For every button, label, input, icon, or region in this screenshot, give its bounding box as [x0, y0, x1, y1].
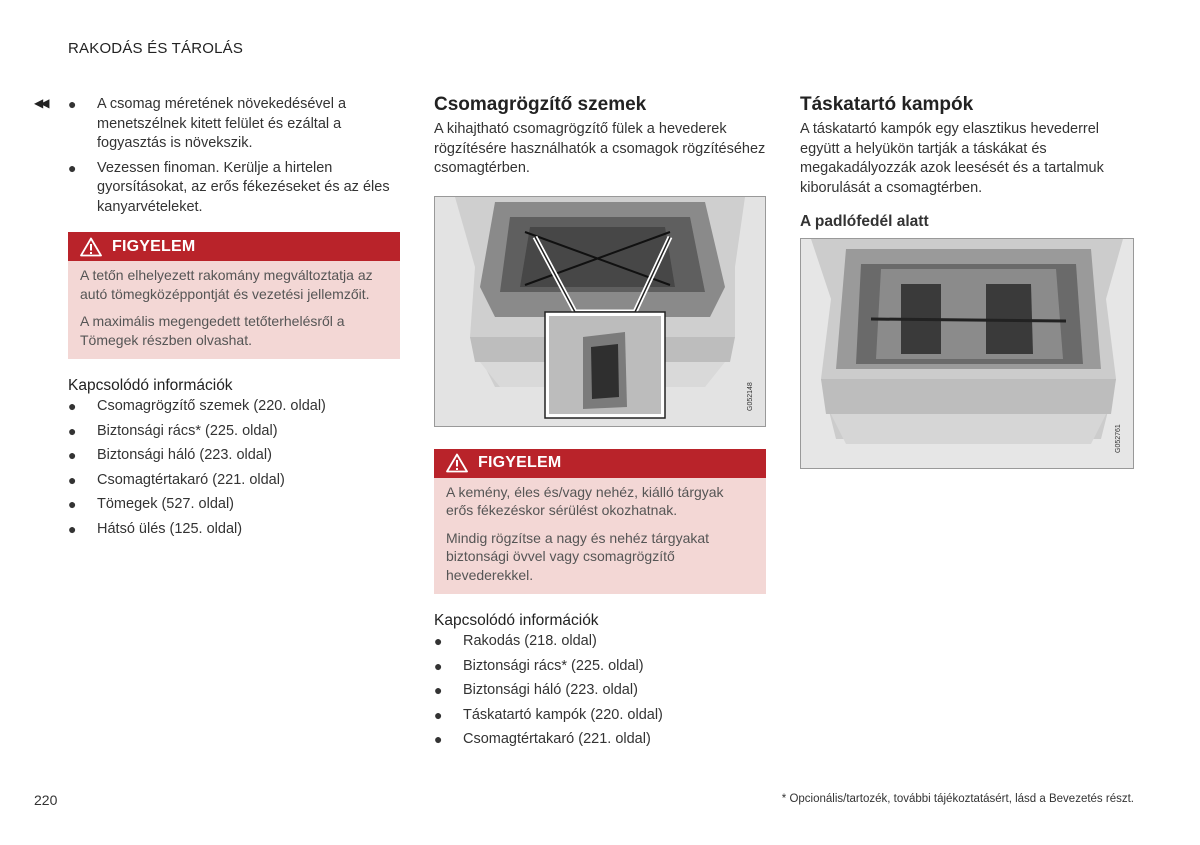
warning-box — [68, 232, 400, 359]
warning-header — [434, 449, 766, 478]
section-title: Táskatartó kampók — [800, 94, 974, 115]
section-title: Csomagrögzítő szemek — [434, 94, 647, 115]
related-link[interactable]: ● Tömegek (527. oldal) — [68, 496, 235, 512]
figure-code: G052761 — [1115, 424, 1122, 453]
related-link[interactable]: ● Hátsó ülés (125. oldal) — [68, 520, 243, 537]
related-link[interactable]: ● Biztonsági háló (223. oldal) — [68, 447, 272, 463]
section-paragraph: A táskatartó kampók egy elasztikus hevederrel együtt a helyükön tartják a táskákat és megakadályozzák azok leesését és a tartalmuk kiborulását a csomagtérben. — [800, 121, 1104, 196]
warning-triangle-icon — [80, 237, 102, 257]
warning-text: Mindig rögzítse a nagy és nehéz tárgyakat biztonsági övvel vagy csomagrögzítő hevederekkel. — [446, 529, 710, 583]
car-trunk-illustration — [435, 197, 765, 426]
cargo-eyes-figure — [434, 196, 766, 427]
warning-box — [434, 449, 766, 595]
column-3 — [800, 93, 1134, 469]
related-info-list — [68, 397, 400, 539]
related-info-title: Kapcsolódó információk — [68, 377, 233, 394]
related-info-list — [434, 632, 766, 750]
footnote: * Opcionális/tartozék, további tájékoztatásért, lásd a Bevezetés részt. — [781, 793, 1134, 805]
related-link[interactable]: ● Rakodás (218. oldal) — [434, 633, 597, 649]
previous-page-icon[interactable]: ◀◀ — [34, 96, 47, 110]
related-link[interactable]: ● Biztonsági rács* (225. oldal) — [434, 657, 644, 674]
related-link[interactable]: ● Csomagtértakaró (221. oldal) — [434, 731, 651, 747]
column-1 — [68, 95, 400, 544]
related-link[interactable]: ● Táskatartó kampók (220. oldal) — [434, 706, 663, 723]
related-link[interactable]: ● Csomagrögzítő szemek (220. oldal) — [68, 398, 326, 414]
section-header: RAKODÁS ÉS TÁROLÁS — [68, 40, 244, 57]
warning-body — [68, 261, 400, 359]
list-item: ● A csomag méretének növekedésével a menetszélnek kitett felület és ezáltal a fogyasztás is növekszik. — [68, 96, 347, 151]
warning-body — [434, 478, 766, 595]
page-number: 220 — [34, 792, 58, 808]
figure-code: G052148 — [747, 381, 754, 411]
warning-title: FIGYELEM — [112, 237, 196, 255]
section-subtitle: A padlófedél alatt — [800, 213, 929, 230]
car-floor-illustration — [801, 239, 1133, 468]
warning-text: A maximális megengedett tetőterhelésről a Tömegek részben olvashat. — [80, 313, 345, 348]
list-item: ● Vezessen finoman. Kerülje a hirtelen gyorsításokat, az erős fékezéseket és az éles kanyarvételeket. — [68, 159, 390, 215]
warning-header — [68, 232, 400, 261]
warning-text: A tetőn elhelyezett rakomány megváltoztatja az autó tömegközéppontját és vezetési jellemzőit. — [80, 267, 373, 302]
related-info-title: Kapcsolódó információk — [434, 612, 599, 629]
warning-text: A kemény, éles és/vagy nehéz, kiálló tárgyak erős fékezéskor sérülést okozhatnak. — [446, 483, 724, 518]
bag-hooks-figure — [800, 238, 1134, 469]
section-paragraph: A kihajtható csomagrögzítő fülek a hevederek rögzítésére használhatók a csomagok rögzítéséhez csomagtérben. — [434, 121, 766, 176]
related-link[interactable]: ● Biztonsági háló (223. oldal) — [434, 682, 638, 698]
related-link[interactable]: ● Biztonsági rács* (225. oldal) — [68, 422, 278, 439]
warning-triangle-icon — [446, 453, 468, 473]
column-2 — [434, 93, 766, 755]
related-link[interactable]: ● Csomagtértakaró (221. oldal) — [68, 471, 285, 488]
warning-title: FIGYELEM — [478, 454, 562, 471]
tips-list — [68, 95, 400, 217]
